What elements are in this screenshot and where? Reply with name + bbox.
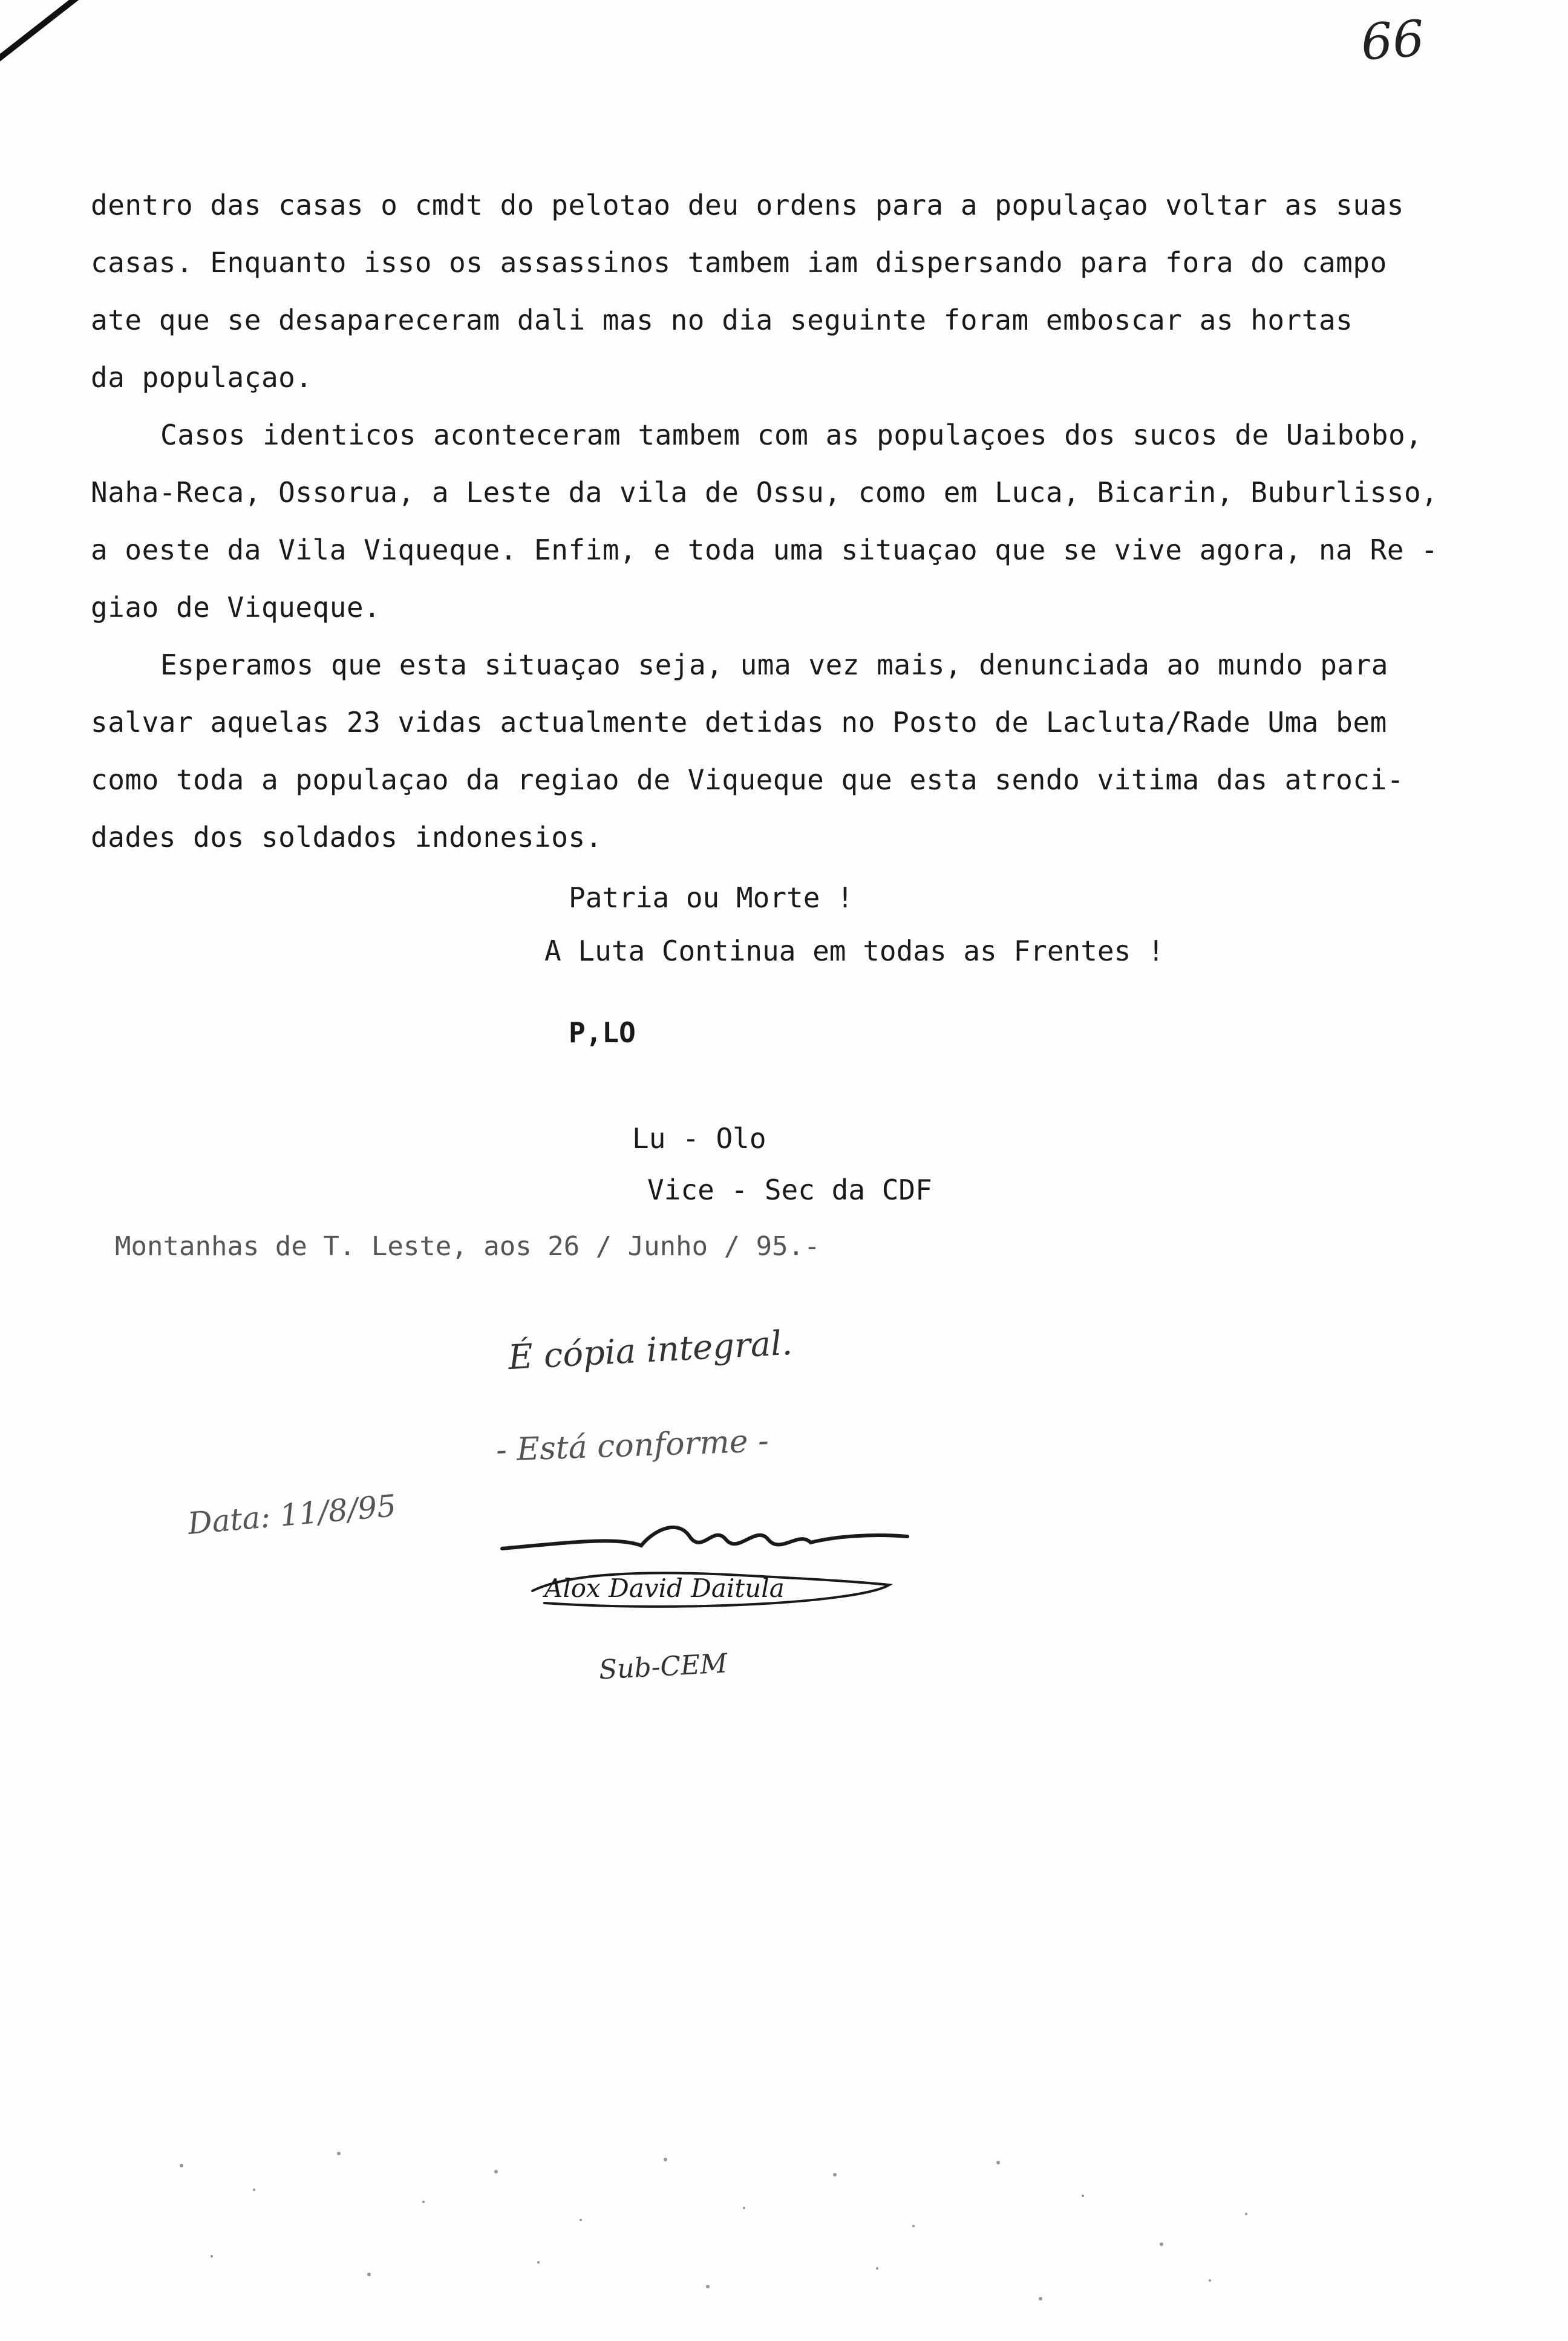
closing-line-1: Patria ou Morte ! xyxy=(569,881,854,914)
handwritten-title: Sub-CEM xyxy=(598,1648,728,1686)
body-line: Naha-Reca, Ossorua, a Leste da vila de Ossu, como em Luca, Bicarin, Buburlisso, xyxy=(91,476,1439,509)
scan-noise xyxy=(0,2117,1568,2341)
closing-slogans xyxy=(544,871,1165,978)
body-line: Casos identicos aconteceram tambem com as populaçoes dos sucos de Uaibobo, xyxy=(160,419,1423,451)
body-line: Esperamos que esta situaçao seja, uma vez mais, denunciada ao mundo para xyxy=(160,648,1388,681)
body-line: casas. Enquanto isso os assassinos tambem iam dispersando para fora do campo xyxy=(91,246,1387,279)
signatory-role: Vice - Sec da CDF xyxy=(647,1174,932,1206)
ploc-label: P,LO xyxy=(569,1016,636,1049)
body-line: dentro das casas o cmdt do pelotao deu ordens para a populaçao voltar as suas xyxy=(91,189,1404,221)
body-line: ate que se desapareceram dali mas no dia seguinte foram emboscar as hortas xyxy=(91,304,1353,336)
handwritten-note-conform: - Está conforme - xyxy=(495,1423,769,1469)
signature-name-text: Alox David Daitula xyxy=(544,1573,785,1603)
body-line: giao de Viqueque. xyxy=(91,591,381,624)
body-line: como toda a populaçao da regiao de Viqueque que esta sendo vitima das atroci- xyxy=(91,763,1404,796)
handwritten-date: Data: 11/8/95 xyxy=(186,1488,398,1541)
body-line: da populaçao. xyxy=(91,361,313,394)
page-number: 66 xyxy=(1359,10,1426,72)
letter-body xyxy=(91,177,1439,866)
body-line: salvar aquelas 23 vidas actualmente detidas no Posto de Lacluta/Rade Uma bem xyxy=(91,706,1387,739)
signatory-name: Lu - Olo xyxy=(632,1122,766,1155)
closing-line-2: A Luta Continua em todas as Frentes ! xyxy=(544,935,1165,967)
dateline: Montanhas de T. Leste, aos 26 / Junho / 95.- xyxy=(115,1231,820,1262)
body-line: dades dos soldados indonesios. xyxy=(91,821,603,854)
handwritten-note-copy: É cópia integral. xyxy=(507,1323,794,1378)
handwritten-signature xyxy=(496,1512,920,1633)
body-line: a oeste da Vila Viqueque. Enfim, e toda uma situaçao que se vive agora, na Re - xyxy=(91,534,1439,566)
corner-ink-mark xyxy=(0,0,119,66)
